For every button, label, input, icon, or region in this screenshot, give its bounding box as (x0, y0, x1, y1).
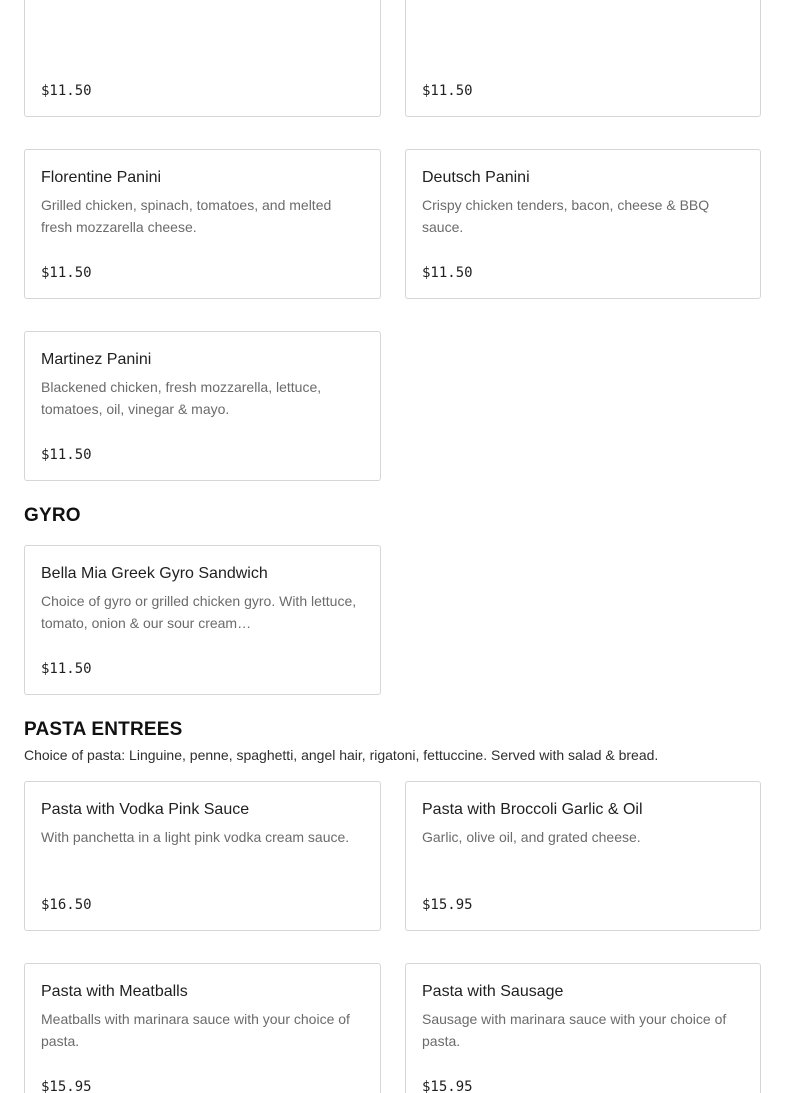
menu-item-price: $15.95 (422, 1079, 473, 1093)
section-description: Choice of pasta: Linguine, penne, spaghetti, angel hair, rigatoni, fettuccine. Served with salad & bread. (24, 747, 659, 763)
menu-item-price: $11.50 (41, 265, 92, 281)
menu-item-card[interactable] (405, 0, 761, 117)
menu-item-name: Florentine Panini (41, 169, 162, 186)
menu-item-description: Blackened chicken, fresh mozzarella, lettuce, tomatoes, oil, vinegar & mayo. (41, 379, 322, 417)
menu-item-description: Garlic, olive oil, and grated cheese. (422, 829, 641, 845)
menu-item-card[interactable] (24, 545, 381, 695)
menu-item-description: Crispy chicken tenders, bacon, cheese & BBQ sauce. (422, 197, 710, 235)
menu-item-name: Pasta with Sausage (422, 983, 564, 1000)
menu-item-card[interactable] (405, 781, 761, 931)
menu-item-name: Deutsch Panini (422, 169, 530, 186)
menu-item-name: Martinez Panini (41, 351, 152, 368)
menu-item-description: With panchetta in a light pink vodka cream sauce. (41, 829, 350, 845)
menu-item-card[interactable] (24, 781, 381, 931)
menu-item-price: $15.95 (41, 1079, 92, 1093)
menu-content (24, 0, 761, 1093)
gyro-items-grid (24, 545, 761, 695)
menu-item-name: Pasta with Broccoli Garlic & Oil (422, 801, 643, 818)
menu-item-price: $11.50 (41, 447, 92, 463)
menu-item-card[interactable] (405, 963, 761, 1093)
menu-item-description: Choice of gyro or grilled chicken gyro. With lettuce, tomato, onion & our sour cream… (41, 593, 357, 631)
menu-item-name: Pasta with Vodka Pink Sauce (41, 801, 250, 818)
menu-item-name: Pasta with Meatballs (41, 983, 188, 1000)
section-title-pasta-entrees: PASTA ENTREES (24, 719, 183, 740)
menu-item-price: $11.50 (41, 661, 92, 677)
menu-item-card[interactable] (24, 149, 381, 299)
menu-item-price: $15.95 (422, 897, 473, 913)
section-title-gyro: GYRO (24, 505, 81, 526)
menu-item-card[interactable] (405, 149, 761, 299)
menu-item-name: Bella Mia Greek Gyro Sandwich (41, 565, 268, 582)
menu-item-description: Sausage with marinara sauce with your choice of pasta. (422, 1011, 727, 1049)
panini-items-grid (24, 0, 761, 481)
menu-item-description: Grilled chicken, spinach, tomatoes, and melted fresh mozzarella cheese. (41, 197, 332, 235)
menu-item-price: $16.50 (41, 897, 92, 913)
menu-item-card[interactable] (24, 963, 381, 1093)
menu-item-price: $11.50 (422, 265, 473, 281)
menu-item-price: $11.50 (422, 83, 473, 99)
pasta-items-grid (24, 781, 761, 1093)
menu-item-card[interactable] (24, 331, 381, 481)
menu-item-price: $11.50 (41, 83, 92, 99)
menu-item-description: Meatballs with marinara sauce with your choice of pasta. (41, 1011, 350, 1049)
menu-item-card[interactable] (24, 0, 381, 117)
